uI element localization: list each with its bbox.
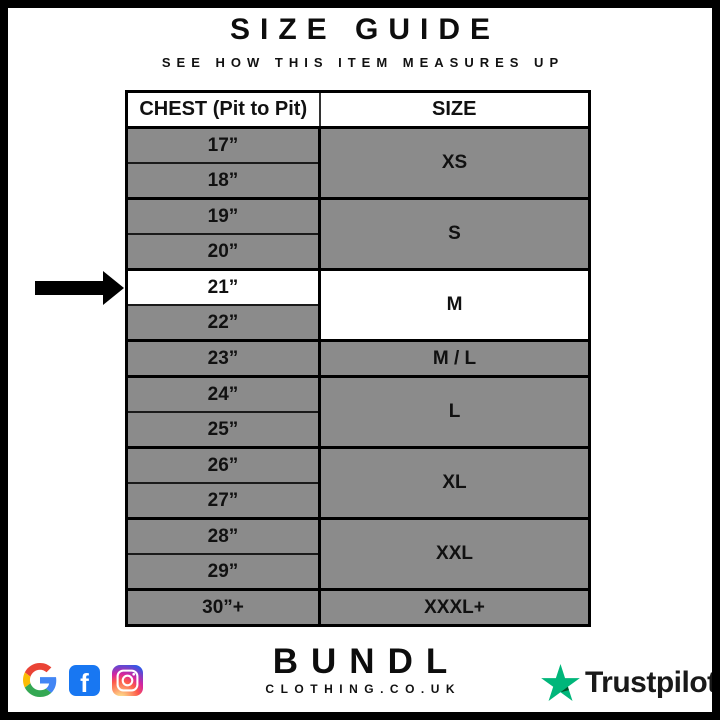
chest-cell: 28” [127,519,320,555]
page-title: SIZE GUIDE [229,13,501,46]
chest-cell: 18” [127,163,320,199]
chest-cell: 19” [127,199,320,235]
chest-cell-highlighted: 21” [127,270,320,306]
chest-cell: 25” [127,412,320,448]
size-column-header: SIZE [320,92,590,128]
facebook-letter: f [80,667,89,696]
size-cell: L [320,377,590,448]
chest-cell: 17” [127,128,320,164]
chest-column-header: CHEST (Pit to Pit) [127,92,320,128]
trustpilot-logo[interactable] [541,664,717,701]
chest-cell: 26” [127,448,320,484]
chest-cell: 20” [127,234,320,270]
chest-cell: 24” [127,377,320,413]
table-row [127,341,590,377]
size-cell-highlighted: M [320,270,590,341]
selection-arrow-icon [35,271,123,305]
size-cell: XXL [320,519,590,590]
chest-cell: 22” [127,305,320,341]
table-row [127,199,590,235]
page-subtitle: SEE HOW THIS ITEM MEASURES UP [161,55,565,70]
table-row [127,128,590,164]
table-row [127,377,590,413]
size-cell: S [320,199,590,270]
brand-domain: CLOTHING.CO.UK [265,682,462,696]
chest-cell: 30”+ [127,590,320,626]
size-cell: XS [320,128,590,199]
arrow-head [103,271,124,305]
trustpilot-label: Trustpilot [585,665,717,699]
chest-cell: 27” [127,483,320,519]
table-row [127,519,590,555]
size-cell: XL [320,448,590,519]
trustpilot-star-icon [541,664,580,701]
table-row-highlighted [127,270,590,306]
table-row [127,448,590,484]
arrow-shaft [35,281,103,295]
size-cell: M / L [320,341,590,377]
chest-cell: 23” [127,341,320,377]
table-header-row [127,92,590,128]
size-guide-table [125,90,591,627]
brand-name: BUNDL [272,642,461,681]
table-row [127,590,590,626]
chest-cell: 29” [127,554,320,590]
size-cell: XXXL+ [320,590,590,626]
